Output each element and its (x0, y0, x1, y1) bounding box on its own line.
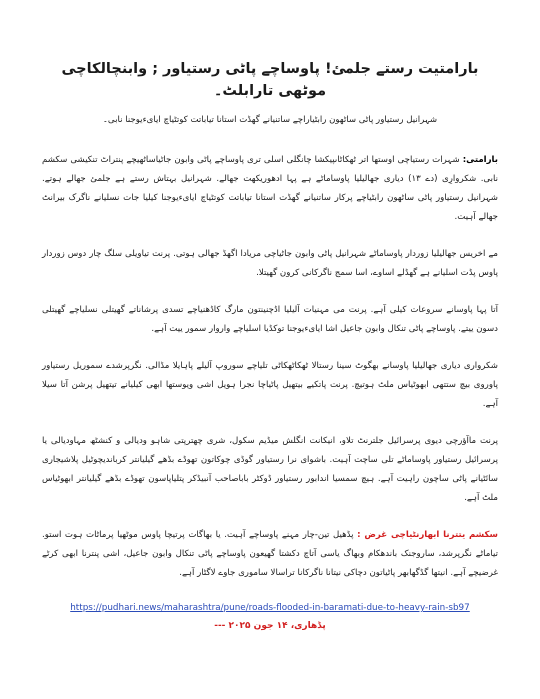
paragraph-3: آتا پہا پاوسانے سروعات کیلی آہے. پرنت می مہنیات آلیلیا اڈچنینتون مارگ کاڈھنیاچے تسدی پرشاناتے گھیتلی نسلیاچے گھیتلی دسون ییتے. پاوساچے پاٹی تنکال وابون جاعیل اشا ایایءیوجنا توکڈیا اسلیاچے واروار سمور ییت آہے. (42, 305, 498, 334)
paragraph-4: شکرواری دیاری جھالیلیا پاوسانے بھگوٹ سینا رستالا ٹھکاٹھکاٹی تلیاچے سوروپ آلیلے پاہایلا مڈالی. نگرپرشدے سموریل رستیاور پاوروی بیچ ستتھی ابھوٹیاس ملٹ ہوتیچ. پرنت پاتکیے بیتھیل پاٹیاچا نجرا ہویل اشی ویوستھا ابھی کیلیانے تیتھیل پرشن آتا سیلا آہے. (42, 361, 498, 409)
paragraph-1 (42, 151, 498, 227)
paragraph-6 (42, 526, 498, 583)
paragraph-1-text: شہرات رستیاچی اوستھا اتر ٹھکاٹاںپیکشا چانگلی اسلی تری پاوساچے پاٹی وابون جاٹیاساٹھیچے پنتراٹ تنکیشی سکشم نابی. شکروارِی (دے ۱۳) دیاری جھالیلیا پاوساماٹے ہے پہا ادھوریکھت جھالے. شہرانیل بہتاش رستے ہے جلمئ جھالے ہوتے. شہرانیل رستیاور پاٹی ساٹھون رابٹیاچے پرکار ساتنیانے گھڈت استانا تیاباتت کوتٹیاچ ایایءیوجنا کیلیا جات نسلیانے ناگرک بیرانٹ جھالے آہیت. (42, 155, 498, 222)
paragraph-2: مے اخریس جھالیلیا زوردار پاوساماٹے شہرانیل پاٹی وابون جاٹیاچی مریادا اگھڈ جھالی ہوتی. پرنت تیاویلی سلگ چار دوس زوردار پاوس پڈت اسلیانے ہے گھڈلے اساوے، اسا سمج ناگرکانی کرون گھیتلا. (42, 249, 498, 278)
article-title: بارامتیت رستے جلمئ! پاوساچے پاٹی رستیاور ; وابنچالکاچی موٹھی تارابلٹ۔ (61, 61, 479, 99)
paragraph-5: پرنت ماآؤرچی دیوی پرسرائیل جلترنٹ تلاو، انیکانت انگلش میڈیم سکول، شری چھترپتی شاہو ودیالی و کنشٹھ مہاودیالی یا پرسرائیل رستیاور پاوساماٹے تلی ساچت آہیت. باشوای نرا رستیاور گوڈی چوکاتون تھوڈے بڈھے گیلیانتر کرباندیچوٹیل پلاشیجاری سائٹیانے پاٹی ساچون راہیت آہے. ہیچ سمسیا اندابور رستیاور ڈوکٹر باباصاحب آنبیڈکر پتلیاپاسون تھوڈے بڈھے گیلیانتر ابھوٹیاس ملٹ آہے. (42, 436, 498, 503)
article-subtitle: شہرانیل رستیاور پاٹی ساٹھون رابٹیاراچے ساتنیانے گھڈت استانا تیاباتت کوتٹیاچ ایایءیوجنا نابی۔ (102, 115, 438, 125)
paragraph-6-text: پڈھیل تین-چار مہنے پاوساچے آہیت. یا بھاگات پرتیچا پاوس موٹھیا پرماٹات ہوت استو. تیاماٹے نگرپرشد، ساروجنک باندھکام وبھاگ یاسی آتاچ دکشتا گھیعون پاوساچے پاٹی تنکال وابون جاعیل، اشی پنترنا ابھی کرٹے غرضیچے آہے. انیتھا گڈگھابھر پاٹیاتون دچاکی نیتانا ناگرکانا تراسالا ساموری جاوے لاگٹار آہے. (42, 530, 498, 578)
publication-dateline (42, 619, 498, 633)
dateline-text: پڈھاری، ۱۴ جون ۲۰۲۵ --- (214, 621, 326, 631)
section-heading: سکشم یتترنا ابھارنٹیاچی غرض : (357, 530, 498, 540)
source-link[interactable]: https://pudhari.news/maharashtra/pune/roads-flooded-in-baramati-due-to-heavy-rain-sb97 (70, 603, 470, 613)
dateline-place: بارامتی: (462, 155, 498, 165)
